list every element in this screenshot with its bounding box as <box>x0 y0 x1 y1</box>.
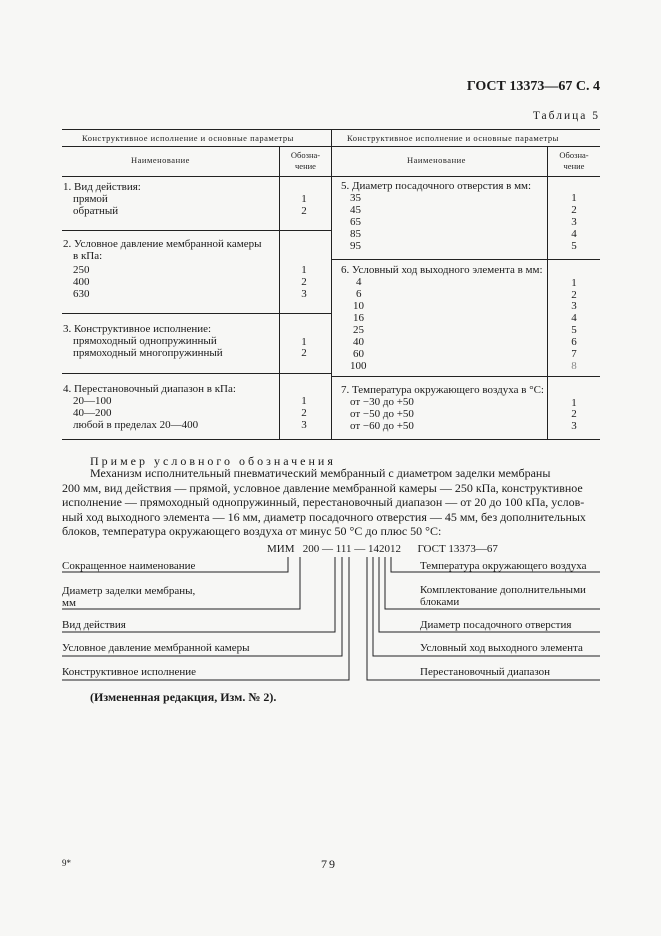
label-extra-blocks-cont: блоками <box>420 596 460 608</box>
group-header-left: Конструктивное исполнение и основные параметры <box>82 133 294 143</box>
item-name: 60 <box>353 348 364 360</box>
page-number: 79 <box>321 857 337 871</box>
col-code-right: Обозна- чение <box>559 150 589 171</box>
item-code: 4 <box>571 312 577 324</box>
item-code: 2 <box>301 276 307 288</box>
paragraph-line: ный ход выходного элемента — 16 мм, диаметр посадочного отверстия — 45 мм, без дополнительных <box>62 509 586 524</box>
section-title: 3. Конструктивное исполнение: <box>63 323 212 335</box>
label-range: Перестановочный диапазон <box>420 666 551 678</box>
item-code: 2 <box>301 347 307 359</box>
item-code: 1 <box>571 397 577 409</box>
leader-line <box>62 557 335 632</box>
item-name: 85 <box>350 228 361 240</box>
item-code: 3 <box>301 288 307 300</box>
section-title: 5. Диаметр посадочного отверстия в мм: <box>341 180 532 192</box>
label-temperature: Температура окружающего воздуха <box>420 560 587 572</box>
item-code: 1 <box>571 192 577 204</box>
item-name: прямоходный многопружинный <box>73 347 223 359</box>
item-name: 40—200 <box>73 407 112 419</box>
item-code: 5 <box>571 324 577 336</box>
item-code: 2 <box>571 289 577 301</box>
col-name-left: Наименование <box>131 155 190 165</box>
item-name: 35 <box>350 192 361 204</box>
section-title: 4. Перестановочный диапазон в кПа: <box>63 383 236 395</box>
item-code: 1 <box>301 336 307 348</box>
leader-line <box>62 557 288 572</box>
section-title: 6. Условный ход выходного элемента в мм: <box>341 264 543 276</box>
label-pressure: Условное давление мембранной камеры <box>62 642 250 654</box>
label-membrane-diameter-unit: мм <box>62 597 76 609</box>
item-code: 1 <box>571 277 577 289</box>
designation-code: МИМ 200 — 111 — 142012 ГОСТ 13373—67 <box>267 543 498 555</box>
label-seat-diameter: Диаметр посадочного отверстия <box>420 619 572 631</box>
item-name: 40 <box>353 336 364 348</box>
item-name: прямоходный однопружинный <box>73 335 217 347</box>
item-name: 20—100 <box>73 395 112 407</box>
leader-line <box>385 557 600 609</box>
leader-line <box>379 557 600 632</box>
paragraph-line: Механизм исполнительный пневматический мембранный с диаметром заделки мембраны <box>90 466 551 480</box>
item-code: 7 <box>571 348 577 360</box>
footer-mark: 9* <box>62 858 71 868</box>
leader-line <box>62 557 349 680</box>
item-name: 4 <box>356 276 362 288</box>
item-code: 3 <box>571 216 577 228</box>
item-name: 45 <box>350 204 361 216</box>
item-name: 250 <box>73 264 90 276</box>
label-design: Конструктивное исполнение <box>62 666 197 678</box>
label-action-type: Вид действия <box>62 619 126 631</box>
paragraph-line: исполнение — прямоходный однопружинный, перестановочный диапазон — от 20 до 100 кПа, услов- <box>62 495 585 510</box>
col-code-left: Обозна- чение <box>290 150 321 171</box>
leader-line <box>367 557 600 680</box>
section-title: 2. Условное давление мембранной камеры <box>63 238 262 250</box>
label-short-name: Сокращенное наименование <box>62 560 196 572</box>
item-name: 6 <box>356 288 362 300</box>
section-title-cont: в кПа: <box>73 250 103 262</box>
item-code: 1 <box>301 193 307 205</box>
item-name: любой в пределах 20—400 <box>73 419 199 431</box>
item-name: 65 <box>350 216 361 228</box>
col-name-right: Наименование <box>407 155 466 165</box>
leader-line <box>62 557 300 609</box>
item-name: 25 <box>353 324 364 336</box>
item-name: 16 <box>353 312 364 324</box>
item-name: от −60 до +50 <box>350 420 414 432</box>
paragraph-line: блоков, температура окружающего воздуха от минус 50 °С до плюс 50 °С: <box>62 524 442 539</box>
item-code: 1 <box>301 395 307 407</box>
item-code: 3 <box>301 419 307 431</box>
label-stroke: Условный ход выходного элемента <box>420 642 583 654</box>
item-name: 100 <box>350 360 367 372</box>
item-code: 2 <box>571 204 577 216</box>
item-name: обратный <box>73 205 119 217</box>
item-code: 8 <box>571 360 577 372</box>
item-code: 5 <box>571 240 577 252</box>
item-name: 95 <box>350 240 361 252</box>
item-code: 2 <box>301 407 307 419</box>
item-name: 630 <box>73 288 90 300</box>
item-name: от −30 до +50 <box>350 396 414 408</box>
item-code: 4 <box>571 228 577 240</box>
section-title: 1. Вид действия: <box>63 181 141 193</box>
item-name: 10 <box>353 300 364 312</box>
item-code: 2 <box>301 205 307 217</box>
item-code: 2 <box>571 408 577 420</box>
item-name: прямой <box>73 193 108 205</box>
document-header: ГОСТ 13373—67 С. 4 <box>466 79 600 94</box>
label-extra-blocks: Комплектование дополнительными <box>420 584 586 596</box>
item-code: 6 <box>571 336 577 348</box>
table-caption: Таблица 5 <box>532 110 600 122</box>
section-title: 7. Температура окружающего воздуха в °С: <box>341 384 544 396</box>
example-title: Пример условного обозначения <box>90 454 336 468</box>
leader-line <box>391 557 600 572</box>
group-header-right: Конструктивное исполнение и основные параметры <box>347 133 559 143</box>
item-name: 400 <box>73 276 90 288</box>
paragraph-line: 200 мм, вид действия — прямой, условное давление мембранной камеры — 250 кПа, конструктивное <box>62 480 583 495</box>
item-code: 1 <box>301 264 307 276</box>
item-name: от −50 до +50 <box>350 408 414 420</box>
amendment-note: (Измененная редакция, Изм. № 2). <box>90 690 277 704</box>
item-code: 3 <box>571 300 577 312</box>
item-code: 3 <box>571 420 577 432</box>
label-membrane-diameter: Диаметр заделки мембраны, <box>62 585 196 597</box>
